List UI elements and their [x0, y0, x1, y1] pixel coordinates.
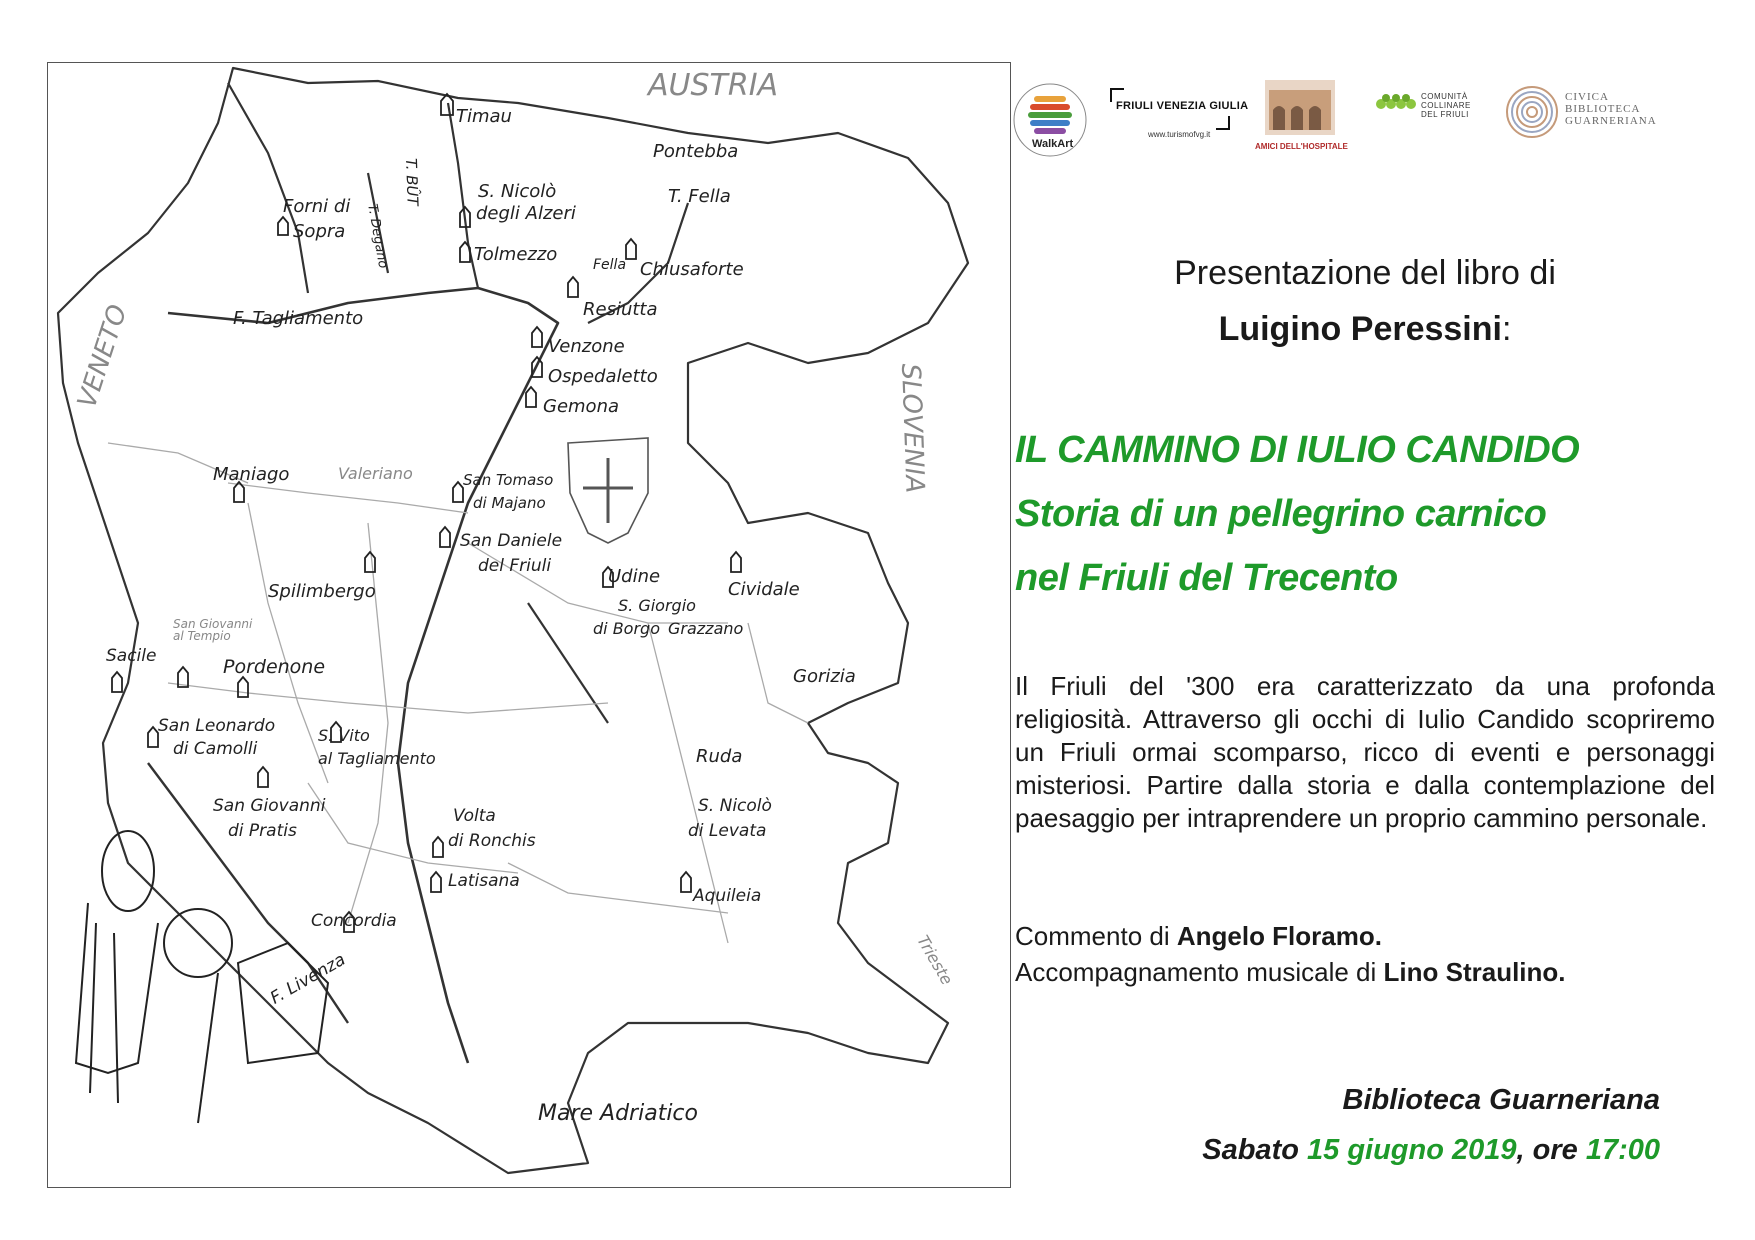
shield-cross-drawing	[568, 438, 648, 543]
label-timau: Timau	[456, 106, 512, 127]
civica-line1: CIVICA	[1565, 91, 1609, 103]
label-t-but: T. BÛT	[402, 157, 422, 206]
label-udine: Udine	[608, 566, 661, 587]
walkart-logo	[1010, 80, 1090, 160]
amici-hospitale-logo	[1255, 80, 1350, 160]
event-time: 17:00	[1585, 1134, 1660, 1166]
label-cividale: Cividale	[728, 579, 800, 600]
comment-name: Angelo Floramo.	[1176, 921, 1382, 951]
label-san-giovanni-tempio: San Giovanni al Tempio	[173, 617, 253, 643]
church-icons	[112, 94, 744, 932]
label-gorizia: Gorizia	[793, 666, 856, 687]
label-venzone: Venzone	[548, 336, 625, 357]
label-f-livenza: F. Livenza	[267, 949, 350, 1009]
civica-line2: BIBLIOTECA	[1565, 103, 1641, 115]
label-gemona: Gemona	[543, 396, 620, 417]
event-sep: , ore	[1516, 1134, 1586, 1166]
intro-line: Presentazione del libro di	[1174, 254, 1556, 292]
label-volta: Volta	[453, 806, 496, 826]
hand-drawn-map	[47, 62, 1011, 1188]
label-s-vito: S. Vito	[318, 726, 370, 745]
label-chiusaforte: Chiusaforte	[640, 259, 744, 280]
label-veneto: VENETO	[72, 301, 134, 412]
event-day: Sabato	[1202, 1134, 1307, 1166]
hospitale-building-icon	[1265, 80, 1335, 135]
label-di-borgo: di Borgo	[593, 619, 660, 638]
label-resiutta: Resiutta	[583, 299, 658, 320]
comunita-line3: DEL FRIULI	[1421, 110, 1469, 119]
label-austria: AUSTRIA	[648, 68, 779, 103]
label-concordia: Concordia	[311, 911, 397, 931]
comment-prefix: Commento di	[1015, 921, 1177, 951]
label-aquileia: Aquileia	[693, 886, 762, 906]
label-san-tomaso: San Tomaso	[463, 471, 554, 489]
author-name: Luigino Peressini	[1218, 310, 1502, 348]
author-colon: :	[1501, 310, 1512, 348]
label-s-nicolo: S. Nicolò	[478, 181, 557, 202]
label-maniago: Maniago	[213, 464, 290, 485]
label-pordenone: Pordenone	[223, 656, 326, 678]
label-degli-alzeri: degli Alzeri	[476, 203, 576, 224]
label-di-majano: di Majano	[473, 494, 546, 512]
concentric-circles-icon	[1505, 85, 1559, 139]
music-prefix: Accompagnamento musicale di	[1015, 957, 1384, 987]
label-latisana: Latisana	[448, 871, 520, 891]
label-tolmezzo: Tolmezzo	[474, 244, 558, 265]
comunita-collinare-logo	[1375, 92, 1485, 142]
credits-block	[1015, 918, 1715, 990]
comunita-line1: COMUNITÀ	[1421, 92, 1468, 101]
label-fella: Fella	[593, 257, 627, 273]
title-line1: IL CAMMINO DI IULIO CANDIDO	[1015, 429, 1580, 471]
sponsor-logos	[1010, 80, 1710, 160]
venue-name: Biblioteca Guarneriana	[1342, 1084, 1660, 1116]
label-trieste: Trieste	[913, 932, 957, 989]
event-block	[1100, 1075, 1660, 1175]
hills-icon	[1375, 92, 1417, 116]
label-mare-adriatico: Mare Adriatico	[538, 1101, 698, 1126]
fvg-logo	[1110, 88, 1249, 148]
label-t-fella: T. Fella	[668, 186, 731, 207]
label-sopra: Sopra	[293, 221, 346, 242]
label-san-daniele: San Daniele	[460, 531, 563, 551]
walkart-text: WalkArt	[1032, 138, 1074, 150]
civica-biblioteca-logo	[1505, 85, 1685, 145]
book-title	[1015, 418, 1715, 610]
label-valeriano: Valeriano	[338, 464, 413, 483]
label-ospedaletto: Ospedaletto	[548, 366, 658, 387]
label-san-leonardo: San Leonardo	[158, 716, 276, 736]
label-s-nicolo-levata: S. Nicolò	[698, 796, 772, 816]
event-date: 15 giugno 2019	[1307, 1134, 1517, 1166]
label-di-ronchis: di Ronchis	[448, 831, 536, 851]
fvg-text: FRIULI VENEZIA GIULIA	[1116, 100, 1249, 112]
label-s-giorgio: S. Giorgio	[618, 596, 696, 615]
label-spilimbergo: Spilimbergo	[268, 581, 376, 602]
civica-line3: GUARNERIANA	[1565, 115, 1657, 127]
label-al-tagliamento: al Tagliamento	[318, 749, 436, 768]
amici-text: AMICI DELL'HOSPITALE	[1255, 142, 1348, 151]
label-sacile: Sacile	[106, 646, 157, 666]
label-grazzano: Grazzano	[668, 619, 744, 638]
title-line2: Storia di un pellegrino carnico	[1015, 493, 1547, 535]
label-pontebba: Pontebba	[653, 141, 739, 162]
label-forni: Forni di	[283, 196, 351, 217]
description-paragraph: Il Friuli del '300 era caratterizzato da una profonda religiosità. Attraverso gli occhi di Iulio Candido scopriremo un Friuli ormai scomparso, ricco di eventi e personaggi misteriosi. Partire dalla storia e dalla contemplazione del paesaggio per intraprendere un proprio cammino personale.	[1015, 671, 1715, 833]
label-t-degano: T. Degano	[364, 202, 391, 270]
label-di-camolli: di Camolli	[173, 739, 258, 759]
fvg-url: www.turismofvg.it	[1148, 130, 1211, 139]
title-line3: nel Friuli del Trecento	[1015, 557, 1398, 599]
comunita-line2: COLLINARE	[1421, 101, 1471, 110]
music-name: Lino Straulino.	[1383, 957, 1566, 987]
label-f-tagliamento: F. Tagliamento	[233, 308, 364, 329]
label-san-giovanni: San Giovanni	[213, 796, 326, 816]
label-slovenia: SLOVENIA	[895, 362, 930, 494]
intro-block	[1085, 245, 1645, 357]
label-del-friuli: del Friuli	[478, 556, 552, 576]
label-di-levata: di Levata	[688, 821, 767, 841]
label-di-pratis: di Pratis	[228, 821, 297, 841]
label-ruda: Ruda	[696, 746, 743, 767]
